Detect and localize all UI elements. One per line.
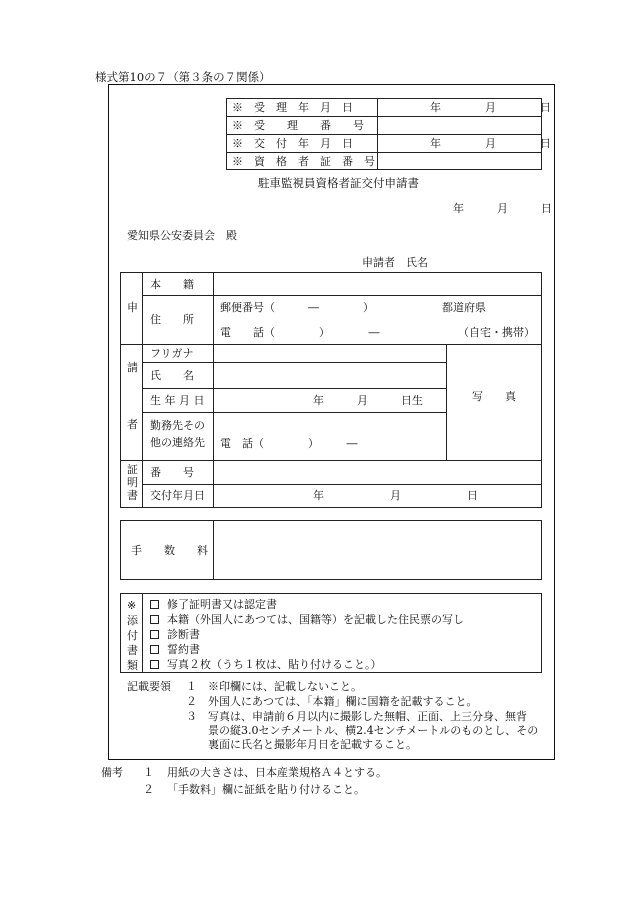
form-title: 駐車監視員資格者証交付申請書 [258, 176, 419, 190]
attachment-item[interactable]: 修了証明書又は認定書 [150, 599, 277, 610]
note-number: １ [186, 680, 197, 693]
honseki-field[interactable] [214, 273, 541, 294]
postal-code-field[interactable]: 郵便番号（ ― ） [220, 301, 374, 314]
photo-area: 写 真 [472, 390, 516, 403]
certificate-issue-date-label: 交付年月日 [150, 489, 205, 502]
home-phone-field[interactable]: 電 話（ ） ― [220, 326, 380, 339]
notes-label: 記載要領 [127, 680, 171, 693]
section-attachments: ※ 添 付 書 類 [127, 599, 138, 672]
certificate-number-field[interactable] [214, 461, 541, 483]
address-label: 住 所 [150, 313, 194, 326]
remark-number: ２ [143, 783, 154, 796]
note-text: 写真は、申請前６月以内に撮影した無帽、正面、上三分身、無背 [208, 710, 527, 723]
form-number: 様式第10の７（第３条の７関係） [95, 70, 271, 84]
phone-type: （自宅・携帯） [458, 326, 535, 339]
workplace-label-line-1: 勤務先その [150, 419, 205, 432]
remark-text: 「手数料」欄に証紙を貼り付けること。 [167, 783, 365, 796]
name-field[interactable] [214, 363, 445, 387]
certificate-number-label: 番 号 [150, 466, 194, 479]
note-text: 裏面に氏名と撮影年月日を記載すること。 [208, 738, 417, 751]
furigana-field[interactable] [214, 345, 445, 361]
note-text: 景の縦3.0センチメートル、横2.4センチメートルのものとし、その [208, 724, 539, 737]
birth-date-field[interactable]: 年 月 日生 [313, 394, 423, 407]
attachment-checkbox[interactable] [150, 615, 159, 624]
office-certificate-number-label: ※ 資 格 者 証 番 号 [232, 155, 375, 168]
section-applicant-char-3: 者 [127, 418, 138, 431]
note-text: 外国人にあつては、「本籍」欄に国籍を記載すること。 [208, 695, 478, 708]
section-certificate: 証 明 書 [127, 463, 138, 502]
workplace-label-line-2: 他の連絡先 [150, 436, 205, 449]
office-issued-date-label: ※ 交 付 年 月 日 [232, 137, 353, 150]
attachment-item[interactable]: 写真２枚（うち１枚は、貼り付けること。） [150, 659, 382, 670]
fee-stamp-area[interactable] [214, 521, 541, 579]
office-issued-date-value: 年 月 日 [430, 137, 551, 150]
name-label: 氏 名 [150, 369, 194, 382]
note-number: ２ [186, 695, 197, 708]
attachment-checkbox[interactable] [150, 600, 159, 609]
office-received-date-label: ※ 受 理 年 月 日 [232, 101, 353, 114]
application-date: 年 月 日 [453, 202, 552, 215]
section-applicant-char-1: 申 [127, 301, 138, 314]
applicant-name-line: 申請者 氏名 [362, 256, 428, 269]
fee-label: 手 数 料 [131, 544, 208, 557]
office-received-number-label: ※ 受 理 番 号 [232, 119, 364, 132]
office-received-date-value: 年 月 日 [430, 101, 551, 114]
note-text: ※印欄には、記載しないこと。 [208, 680, 362, 693]
attachment-checkbox[interactable] [150, 645, 159, 654]
certificate-issue-date-field[interactable]: 年 月 日 [313, 489, 478, 502]
prefecture-label: 都道府県 [442, 301, 486, 314]
attachment-item[interactable]: 診断書 [150, 629, 200, 640]
remark-text: 用紙の大きさは、日本産業規格Ａ４とする。 [167, 766, 387, 779]
attachment-checkbox[interactable] [150, 630, 159, 639]
remark-number: １ [143, 766, 154, 779]
honseki-label: 本 籍 [150, 278, 194, 291]
section-applicant-char-2: 請 [127, 361, 138, 374]
furigana-label: フリガナ [150, 347, 194, 360]
attachment-item[interactable]: 誓約書 [150, 644, 200, 655]
remarks-label: 備考 [101, 766, 123, 779]
work-phone-field[interactable]: 電 話（ ） ― [220, 437, 358, 450]
attachment-item[interactable]: 本籍（外国人にあつては、国籍等）を記載した住民票の写し [150, 614, 464, 625]
addressee: 愛知県公安委員会 殿 [127, 229, 237, 242]
birth-date-label: 生 年 月 日 [150, 394, 205, 407]
note-number: ３ [186, 710, 197, 723]
attachment-checkbox[interactable] [150, 660, 159, 669]
